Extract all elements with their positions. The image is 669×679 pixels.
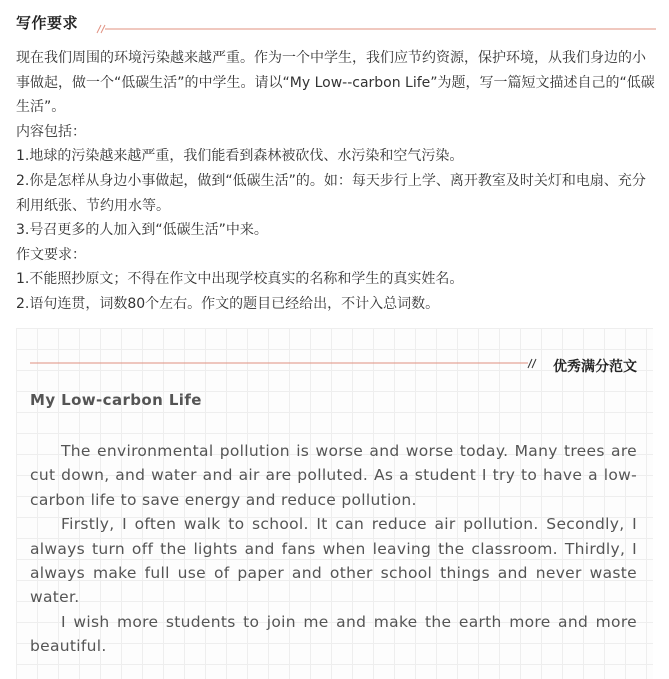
essay-paragraph: I wish more students to join me and make the earth more and more beautiful. bbox=[30, 612, 637, 656]
essay-decorative-line bbox=[30, 356, 540, 370]
content-item: 3.号召更多的人加入到“低碳生活”中来。 bbox=[16, 222, 268, 239]
header-decorative-line bbox=[96, 22, 656, 34]
content-item: 2.你是怎样从身边小事做起，做到“低碳生活”的。如：每天步行上学、离开教室及时关灯和电扇、充分利用纸张、节约用水等。 bbox=[16, 172, 646, 214]
prompt-intro: 现在我们周围的环境污染越来越严重。作为一个中学生，我们应节约资源，保护环境，从我们身边的小事做起，做一个“低碳生活”的中学生。请以“My Low--carbon Life”为题，写一篇短文描述自己的“低碳生活”。 bbox=[16, 50, 655, 116]
essay-title: My Low-carbon Life bbox=[30, 391, 202, 409]
essay-paragraph: The environmental pollution is worse and worse today. Many trees are cut down, and water and air are polluted. As a student I try to have a low-carbon life to save energy and reduce pollution. bbox=[30, 442, 637, 509]
requirement-item: 2.语句连贯，词数80个左右。作文的题目已经给出，不计入总词数。 bbox=[16, 295, 440, 312]
essay-paragraph: Firstly, I often walk to school. It can reduce air pollution. Secondly, I always turn off the lights and fans when leaving the classroom. Thirdly, I always make full use of paper and other school things and never waste water. bbox=[30, 515, 637, 607]
essay-body bbox=[30, 439, 637, 659]
requirement-item: 1.不能照抄原文；不得在作文中出现学校真实的名称和学生的真实姓名。 bbox=[16, 271, 464, 288]
essay-label: 优秀满分范文 bbox=[553, 359, 637, 375]
section-title: 写作要求 bbox=[16, 14, 79, 32]
writing-prompt bbox=[16, 46, 656, 317]
content-item: 1.地球的污染越来越严重，我们能看到森林被砍伐、水污染和空气污染。 bbox=[16, 148, 464, 165]
content-heading: 内容包括： bbox=[16, 123, 86, 140]
sample-essay-panel bbox=[16, 328, 653, 679]
section-header bbox=[16, 8, 656, 36]
requirements-heading: 作文要求： bbox=[16, 246, 86, 263]
